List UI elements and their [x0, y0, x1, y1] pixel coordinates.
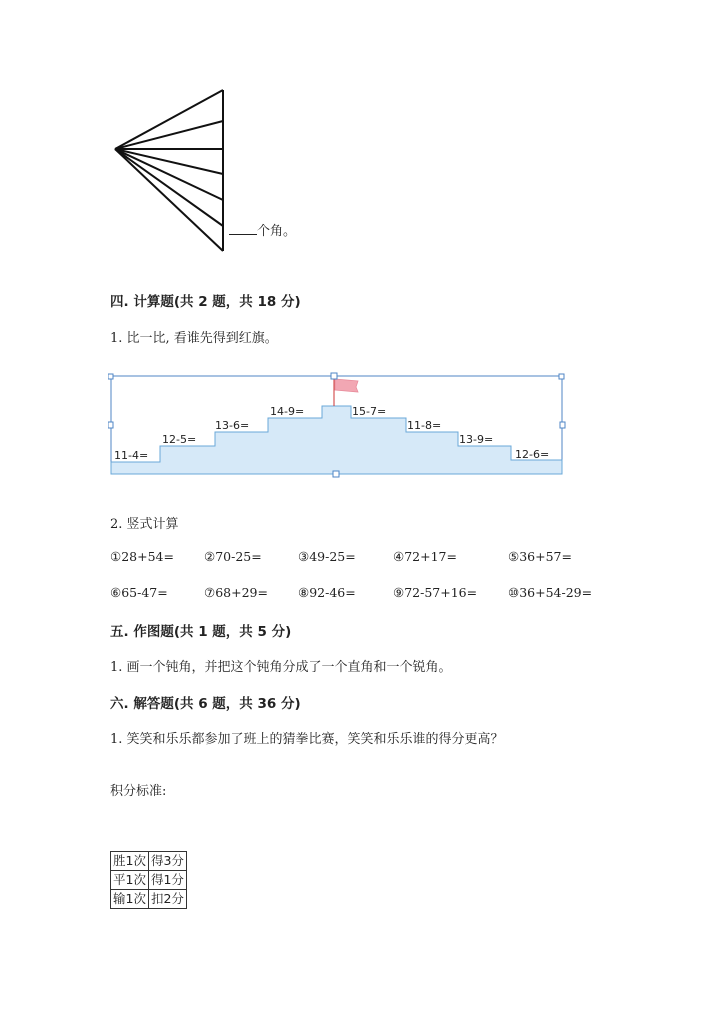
calc-problem-6: ⑥65-47= — [110, 585, 168, 600]
section6-q1: 1. 笑笑和乐乐都参加了班上的猜拳比赛，笑笑和乐乐谁的得分更高？ — [110, 732, 504, 747]
fan-ray-7 — [115, 149, 223, 251]
step-label-5: 15-7= — [352, 405, 387, 418]
section4-q2: 2. 竖式计算 — [110, 517, 179, 532]
calc-problem-4: ④72+17= — [393, 549, 457, 564]
step-label-8: 12-6= — [515, 448, 550, 461]
flag-icon — [335, 379, 358, 392]
table-cell: 输1次 — [111, 890, 149, 909]
step-label-4: 14-9= — [270, 405, 305, 418]
calc-problem-1: ①28+54= — [110, 549, 174, 564]
fan-ray-1 — [115, 90, 223, 149]
section4-q1: 1. 比一比, 看谁先得到红旗。 — [110, 331, 278, 346]
table-cell: 扣2分 — [148, 890, 186, 909]
angle-blank-suffix: 个角。 — [257, 224, 297, 239]
step-label-6: 11-8= — [407, 419, 442, 432]
calc-problem-10: ⑩36+54-29= — [508, 585, 593, 600]
table-cell: 得1分 — [148, 871, 186, 890]
step-label-2: 12-5= — [162, 433, 197, 446]
table-cell: 平1次 — [111, 871, 149, 890]
table-row — [111, 890, 187, 909]
section6-title: 六. 解答题(共 6 题，共 36 分) — [110, 696, 301, 712]
table-row — [111, 852, 187, 871]
table-cell: 胜1次 — [111, 852, 149, 871]
scoring-criteria-label: 积分标准: — [110, 784, 167, 799]
answer-blank[interactable] — [229, 222, 257, 235]
table-row — [111, 871, 187, 890]
calc-problem-7: ⑦68+29= — [204, 585, 268, 600]
step-label-3: 13-6= — [215, 419, 250, 432]
fan-ray-2 — [115, 121, 223, 149]
step-label-7: 13-9= — [459, 433, 494, 446]
calc-problem-3: ③49-25= — [298, 549, 356, 564]
staircase-figure — [108, 372, 566, 478]
scoring-table — [110, 851, 187, 909]
calc-problem-2: ②70-25= — [204, 549, 262, 564]
angle-fan-figure — [105, 84, 235, 256]
step-label-1: 11-4= — [114, 449, 149, 462]
angle-answer-line — [229, 220, 296, 239]
calc-problem-5: ⑤36+57= — [508, 549, 572, 564]
calc-problem-8: ⑧92-46= — [298, 585, 356, 600]
calc-problem-9: ⑨72-57+16= — [393, 585, 478, 600]
section5-q1: 1. 画一个钝角，并把这个钝角分成了一个直角和一个锐角。 — [110, 660, 452, 675]
section5-title: 五. 作图题(共 1 题，共 5 分) — [110, 624, 292, 640]
section4-title: 四. 计算题(共 2 题，共 18 分) — [110, 294, 301, 310]
fan-ray-5 — [115, 149, 223, 200]
table-cell: 得3分 — [148, 852, 186, 871]
